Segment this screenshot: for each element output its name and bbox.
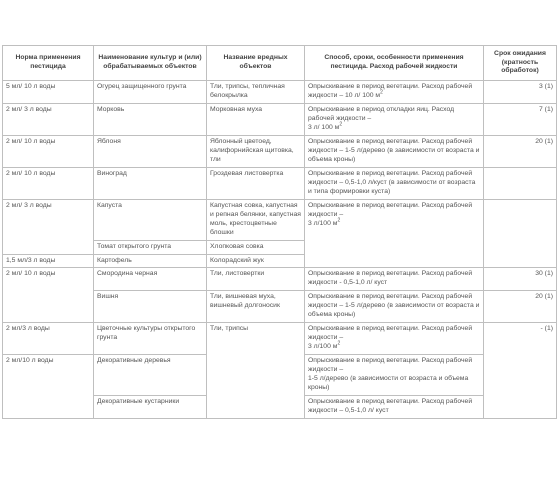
cell-norm: 2 мл/10 л воды bbox=[3, 355, 94, 419]
pesticide-application-table bbox=[2, 45, 557, 419]
cell-wait: 20 (1) bbox=[484, 135, 557, 167]
cell-method: Опрыскивание в период вегетации. Расход рабочей жидкости – 1-5 л/дерево (в зависимости от возраста и объема кроны) bbox=[305, 135, 484, 167]
cell-method: Опрыскивание в период вегетации. Расход рабочей жидкости - 0,5-1,0 л/ куст bbox=[305, 268, 484, 291]
cell-pest: Тли, вишневая муха, вишневый долгоносик bbox=[207, 291, 305, 323]
cell-norm: 5 мл/ 10 л воды bbox=[3, 81, 94, 104]
method-rate: 3 л/100 м bbox=[308, 219, 338, 227]
cell-pest: Яблонный цветоед, калифорнийская щитовка, тли bbox=[207, 135, 305, 167]
cell-pest: Хлопковая совка bbox=[207, 240, 305, 254]
cell-norm: 2 мл/ 3 л воды bbox=[3, 199, 94, 254]
cell-crop: Капуста bbox=[94, 199, 207, 240]
header-norm: Норма применения пестицида bbox=[3, 46, 94, 81]
regulation-table-wrapper bbox=[2, 45, 556, 419]
header-pest: Название вредных объектов bbox=[207, 46, 305, 81]
cell-wait bbox=[484, 167, 557, 199]
table-row bbox=[3, 103, 557, 135]
cell-pest: Гроздевая листовертка bbox=[207, 167, 305, 199]
cell-wait: 30 (1) bbox=[484, 268, 557, 291]
method-text: Опрыскивание в период вегетации. Расход рабочей жидкости – bbox=[308, 201, 473, 218]
cell-crop: Декоративные кустарники bbox=[94, 396, 207, 419]
cell-norm: 2 мл/ 3 л воды bbox=[3, 103, 94, 135]
header-method: Способ, сроки, особенности применения пестицида. Расход рабочей жидкости bbox=[305, 46, 484, 81]
table-row bbox=[3, 167, 557, 199]
table-row bbox=[3, 268, 557, 291]
cell-crop: Цветочные культуры открытого грунта bbox=[94, 323, 207, 355]
cell-pest: Тли, трипсы, тепличная белокрылка bbox=[207, 81, 305, 104]
cell-method bbox=[305, 199, 484, 268]
cell-method: Опрыскивание в период вегетации. Расход рабочей жидкости – 0,5-1,0 л/ куст bbox=[305, 396, 484, 419]
cell-wait: 7 (1) bbox=[484, 103, 557, 135]
cell-norm: 2 мл/3 л воды bbox=[3, 323, 94, 355]
cell-crop: Смородина черная bbox=[94, 268, 207, 291]
table-row bbox=[3, 135, 557, 167]
cell-wait bbox=[484, 199, 557, 268]
cell-wait: 20 (1) bbox=[484, 291, 557, 323]
cell-norm: 1,5 мл/3 л воды bbox=[3, 254, 94, 268]
cell-method: Опрыскивание в период вегетации. Расход рабочей жидкости – 0,5-1,0 л/куст (в зависимости от возраста и типа формировки куста) bbox=[305, 167, 484, 199]
unit-superscript: 2 bbox=[339, 121, 343, 128]
cell-pest: Колорадский жук bbox=[207, 254, 305, 268]
cell-method bbox=[305, 103, 484, 135]
cell-norm: 2 мл/ 10 л воды bbox=[3, 167, 94, 199]
cell-crop: Декоративные деревья bbox=[94, 355, 207, 396]
cell-pest: Тли, трипсы bbox=[207, 323, 305, 419]
cell-pest: Тли, листовертки bbox=[207, 268, 305, 291]
method-rate: 1-5 л/дерево (в зависимости от возраста и объема кроны) bbox=[308, 375, 469, 392]
method-text: Опрыскивание в период вегетации. Расход рабочей жидкости – bbox=[308, 325, 473, 342]
cell-crop: Картофель bbox=[94, 254, 207, 268]
header-crop: Наименование культур и (или) обрабатываемых объектов bbox=[94, 46, 207, 81]
table-row bbox=[3, 199, 557, 240]
method-text: Опрыскивание в период вегетации. Расход рабочей жидкости – 10 л/ 100 м bbox=[308, 83, 473, 99]
cell-method bbox=[305, 323, 484, 355]
cell-crop: Яблоня bbox=[94, 135, 207, 167]
cell-pest: Морковная муха bbox=[207, 103, 305, 135]
unit-superscript: 2 bbox=[337, 217, 341, 224]
unit-superscript: 2 bbox=[337, 340, 341, 347]
table-row bbox=[3, 81, 557, 104]
cell-method: Опрыскивание в период вегетации. Расход рабочей жидкости – 1-5 л/дерево (в зависимости от возраста и объема кроны) bbox=[305, 291, 484, 323]
cell-norm: 2 мл/ 10 л воды bbox=[3, 135, 94, 167]
cell-wait: - (1) bbox=[484, 323, 557, 419]
cell-crop: Виноград bbox=[94, 167, 207, 199]
cell-crop: Вишня bbox=[94, 291, 207, 323]
cell-method bbox=[305, 81, 484, 104]
cell-method bbox=[305, 355, 484, 396]
cell-crop: Огурец защищенного грунта bbox=[94, 81, 207, 104]
unit-superscript: 2 bbox=[380, 89, 383, 96]
table-header-row bbox=[3, 46, 557, 81]
table-row bbox=[3, 323, 557, 355]
method-text: Опрыскивание в период вегетации. Расход рабочей жидкости – bbox=[308, 357, 473, 374]
cell-pest: Капустная совка, капустная и репная белянки, капустная моль, крестоцветные блошки bbox=[207, 199, 305, 240]
cell-norm: 2 мл/ 10 л воды bbox=[3, 268, 94, 323]
cell-crop: Томат открытого грунта bbox=[94, 240, 207, 254]
method-text: Опрыскивание в период откладки яиц. Расход рабочей жидкости – bbox=[308, 105, 455, 122]
header-wait: Срок ожидания (кратность обработок) bbox=[484, 46, 557, 81]
cell-wait: 3 (1) bbox=[484, 81, 557, 104]
cell-crop: Морковь bbox=[94, 103, 207, 135]
method-rate: 3 л/ 100 м bbox=[308, 123, 340, 131]
method-rate: 3 л/100 м bbox=[308, 343, 338, 351]
